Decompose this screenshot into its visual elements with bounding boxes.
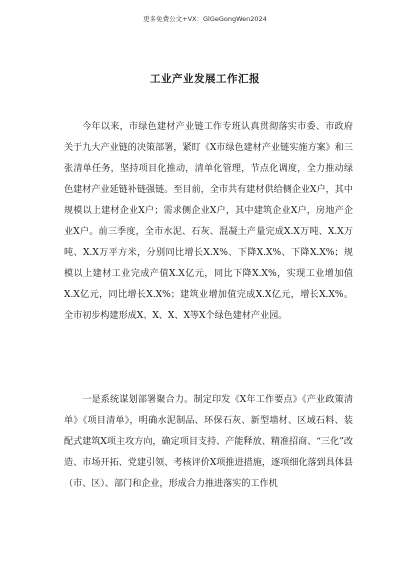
header-promo-text: 更多免费公文+VX：GlGeGongWen2024 <box>143 15 267 23</box>
document-title: 工业产业发展工作汇报 <box>150 73 260 85</box>
paragraph-planning: 一是系统谋划部署聚合力。制定印发《X年工作要点》《产业政策清单》《项目清单》，明确水泥制品、环保石灰、新型墙材、区域石料、装配式建筑X项主攻方向，确定项目支持、产能释放、精准招商、“三化”改造、市场开拓、党建引领、考核评价X项推进措施，逐项细化落到具体县（市、区）、部门和企业，形成合力推进落实的工作机 <box>64 395 353 489</box>
paragraph-intro: 今年以来，市绿色建材产业链工作专班认真贯彻落实市委、市政府关于九大产业链的决策部署，紧盯《X市绿色建材产业链实施方案》和三张清单任务，坚持项目化推动，清单化管理，节点化调度，全力推动绿色建材产业延链补链强链。至目前，全市共有建材供给侧企业X户，其中规模以上建材企业X户；需求侧企业X户，其中建筑企业X户，房地产企业X户。前三季度，全市水泥、石灰、混凝土产量完成X.X万吨、X.X万吨、X.X万平方米，分别同比增长X.X%、下降X.X%、下降X.X%；规模以上建材工业完成产值X.X亿元，同比下降X.X%，实现工业增加值X.X亿元，同比增长X.X%；建筑业增加值完成X.X亿元，增长X.X%。全市初步构建形成X、X、X、X等X个绿色建材产业园。 <box>64 122 353 321</box>
